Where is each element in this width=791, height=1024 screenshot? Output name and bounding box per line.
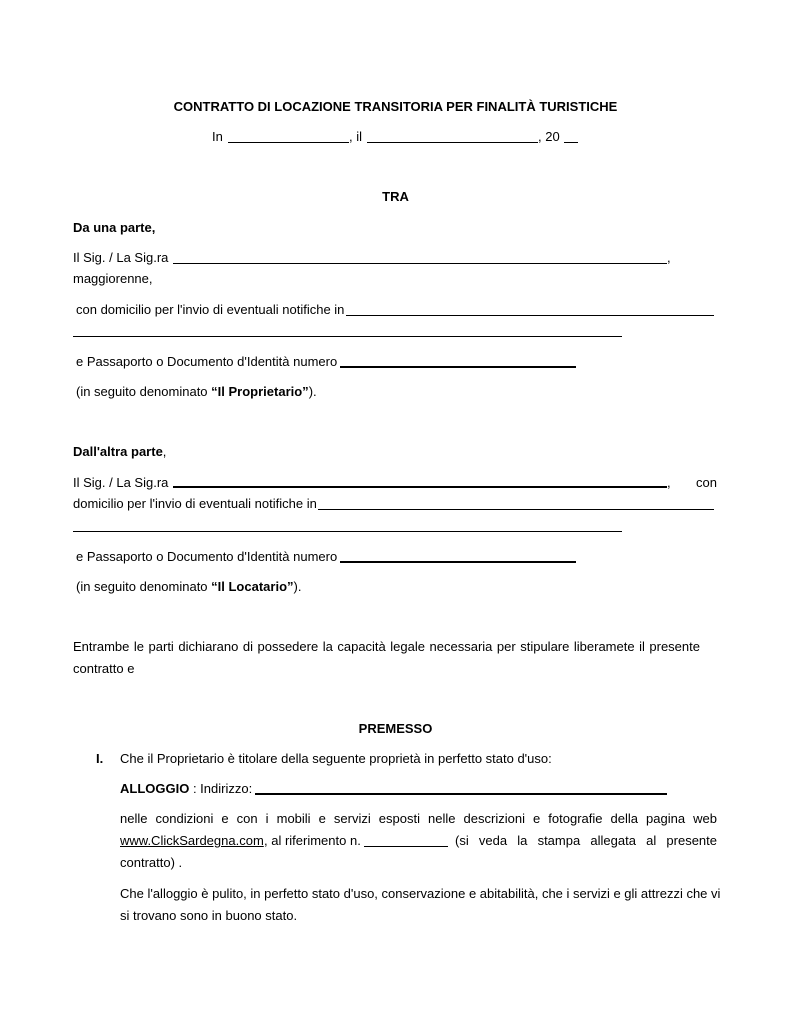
owner-heading: Da una parte, (73, 220, 156, 235)
owner-denomination: (in seguito denominato “Il Proprietario”). (76, 384, 317, 399)
tenant-passport-field[interactable] (340, 561, 576, 563)
tenant-con: con (696, 475, 717, 490)
tenant-domicile-field[interactable] (318, 509, 714, 510)
contract-title: CONTRATTO DI LOCAZIONE TRANSITORIA PER FINALITÀ TURISTICHE (173, 99, 618, 114)
owner-domicile-label: con domicilio per l'invio di eventuali notifiche in (76, 302, 345, 317)
owner-domicile-field[interactable] (346, 315, 714, 316)
address-field[interactable] (255, 793, 667, 795)
owner-maggiorenne: maggiorenne, (73, 271, 153, 286)
reference-label: , al riferimento n. (264, 833, 361, 848)
tenant-domicile-field-2[interactable] (73, 531, 622, 532)
year-label: , 20 (538, 129, 560, 144)
tenant-passport-label: e Passaporto o Documento d'Identità numero (76, 549, 338, 564)
year-field[interactable] (564, 142, 578, 143)
place-label: In (212, 129, 223, 144)
tenant-name-comma: , (667, 475, 671, 490)
reference-field[interactable] (364, 846, 448, 847)
owner-name-comma: , (667, 250, 671, 265)
clean-line-2: si trovano sono in buono stato. (120, 908, 298, 923)
date-field[interactable] (367, 142, 538, 143)
conditions-line-3: contratto) . (120, 855, 183, 870)
date-label: , il (349, 129, 362, 144)
stampa-text: (si veda la stampa allegata al presente (455, 833, 717, 848)
owner-passport-label: e Passaporto o Documento d'Identità numero (76, 354, 338, 369)
owner-denom-name: “Il Proprietario” (211, 384, 309, 399)
premesso-heading: PREMESSO (358, 721, 433, 736)
tenant-name-label: Il Sig. / La Sig.ra (73, 475, 169, 490)
alloggio-label: ALLOGGIO : Indirizzo: (120, 781, 253, 796)
tenant-domicile-label: domicilio per l'invio di eventuali notifiche in (73, 496, 317, 511)
tenant-name-field[interactable] (173, 486, 667, 488)
capacity-line-2: contratto e (73, 661, 135, 676)
conditions-line-1: nelle condizioni e con i mobili e servizi esposti nelle descrizioni e fotografie della pagina web (120, 811, 717, 826)
place-field[interactable] (228, 142, 349, 143)
owner-domicile-field-2[interactable] (73, 336, 622, 337)
tenant-denom-name: “Il Locatario” (211, 579, 294, 594)
tenant-heading: Dall'altra parte, (73, 444, 167, 459)
owner-passport-field[interactable] (340, 366, 576, 368)
item-numeral: I. (96, 751, 104, 766)
item-text: Che il Proprietario è titolare della seguente proprietà in perfetto stato d'uso: (120, 751, 552, 766)
website-link[interactable]: www.ClickSardegna.com (120, 833, 264, 848)
owner-name-field[interactable] (173, 263, 667, 264)
owner-name-label: Il Sig. / La Sig.ra (73, 250, 169, 265)
tra-heading: TRA (382, 189, 409, 204)
clean-line-1: Che l'alloggio è pulito, in perfetto stato d'uso, conservazione e abitabilità, che i servizi e gli attrezzi che vi (120, 886, 721, 901)
tenant-denomination: (in seguito denominato “Il Locatario”). (76, 579, 302, 594)
capacity-line-1: Entrambe le parti dichiarano di possedere la capacità legale necessaria per stipulare liberamete il presente (73, 639, 700, 654)
